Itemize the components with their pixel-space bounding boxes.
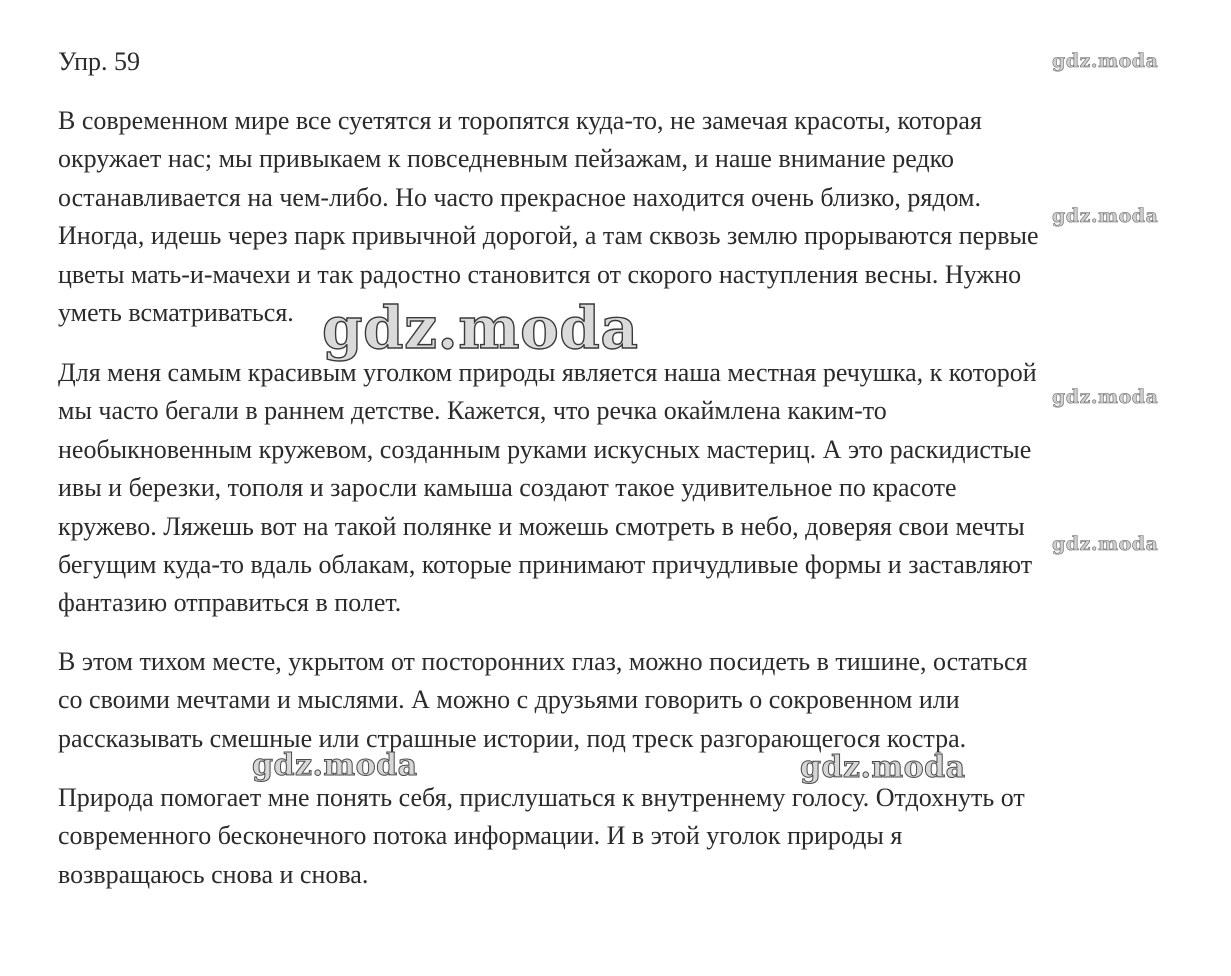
- text-line: Иногда, идешь через парк привычной дорогой, а там сквозь землю прорываются первые: [58, 221, 1039, 251]
- text-line: фантазию отправиться в полет.: [58, 588, 402, 618]
- text-line: возвращаюсь снова и снова.: [58, 859, 369, 889]
- paragraph-2: [58, 354, 1178, 623]
- watermark: gdz.moda: [252, 748, 418, 783]
- watermark: gdz.moda: [1052, 533, 1159, 555]
- watermark: gdz.moda: [1052, 205, 1159, 227]
- text-line: Для меня самым красивым уголком природы является наша местная речушка, к которой: [58, 358, 1037, 387]
- watermark: gdz.moda: [1052, 50, 1159, 72]
- text-line: кружево. Ляжешь вот на такой полянке и можешь смотреть в небо, доверяя свои мечты: [58, 511, 1025, 541]
- text-line: мы часто бегали в раннем детстве. Кажется, что речка окаймлена каким-то: [58, 396, 887, 426]
- text-line: В современном мире все суетятся и торопятся куда-то, не замечая красоты, которая: [58, 106, 982, 135]
- text-line: окружает нас; мы привыкаем к повседневным пейзажам, и наше внимание редко: [58, 144, 954, 174]
- watermark: gdz.moda: [1052, 386, 1159, 408]
- watermark: gdz.moda: [800, 750, 966, 785]
- text-line: Природа помогает мне понять себя, прислушаться к внутреннему голосу. Отдохнуть от: [58, 783, 1025, 812]
- text-line: уметь всматриваться.: [58, 298, 294, 328]
- text-line: современного бесконечного потока информации. И в этой уголок природы я: [58, 821, 903, 851]
- text-line: со своими мечтами и мыслями. А можно с друзьями говорить о сокровенном или: [58, 685, 960, 715]
- text-line: рассказывать смешные или страшные истории, под треск разгорающегося костра.: [58, 723, 967, 753]
- text-line: В этом тихом месте, укрытом от посторонних глаз, можно посидеть в тишине, остаться: [58, 647, 1028, 676]
- text-line: цветы мать-и-мачехи и так радостно становится от скорого наступления весны. Нужно: [58, 259, 1022, 289]
- exercise-title: Упр. 59: [58, 47, 141, 76]
- paragraph-3: [58, 643, 1178, 758]
- text-line: бегущим куда-то вдаль облакам, которые принимают причудливые формы и заставляют: [58, 550, 1033, 580]
- text-line: ивы и березки, тополя и заросли камыша создают такое удивительное по красоте: [58, 473, 957, 503]
- text-line: необыкновенным кружевом, созданным руками искусных мастериц. А это раскидистые: [58, 434, 1032, 464]
- paragraph-4: [58, 779, 1178, 894]
- watermark: gdz.moda: [322, 294, 639, 362]
- text-line: останавливается на чем-либо. Но часто прекрасное находится очень близко, рядом.: [58, 182, 982, 212]
